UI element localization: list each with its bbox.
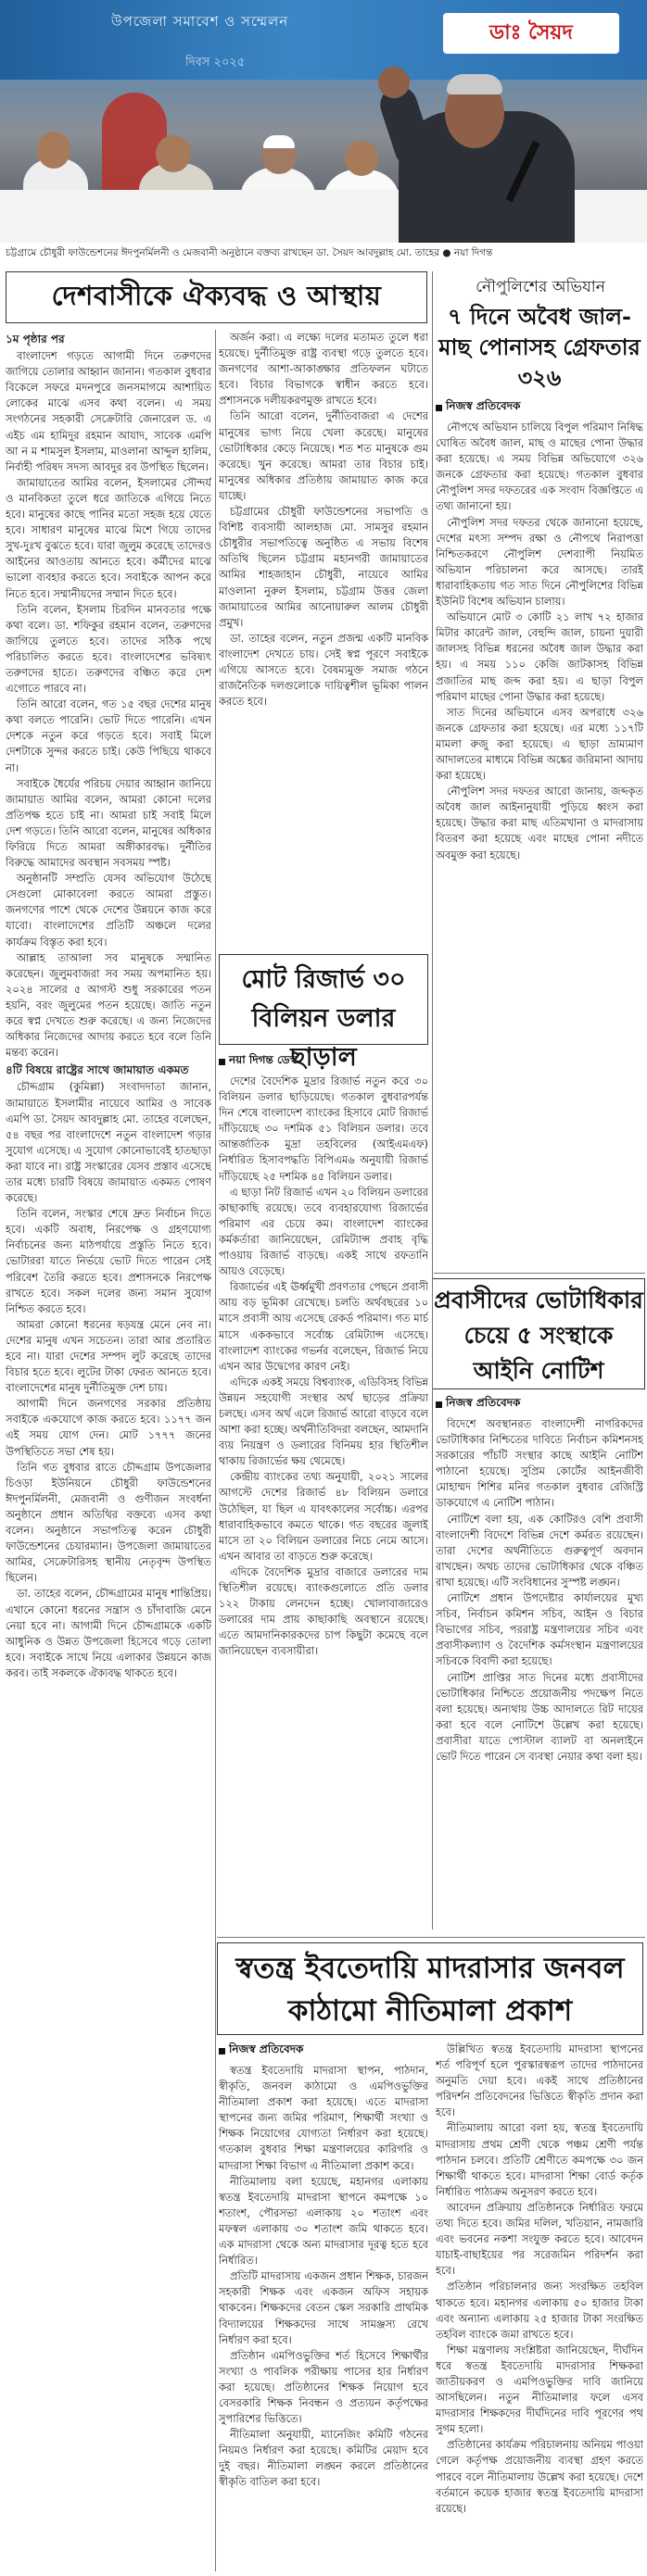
speaker-hand	[378, 67, 410, 98]
madrasa-column-a	[219, 2042, 428, 2571]
photo-caption: চট্টগ্রামে চৌধুরী ফাউন্ডেশনের ঈদপুনর্মিলনী ও মেজবানী অনুষ্ঠানে বক্তব্য রাখছেন ডা. সৈয়দ আবদুল্লাহ মো. তাহের ● নয়া দিগন্ত	[6, 247, 493, 258]
subhead: ৪টি বিষয়ে রাষ্ট্রের সাথে জামায়াত একমত	[6, 1063, 189, 1077]
paragraph: এদিকে একই সময়ে বিশ্বব্যাংক, এডিবিসহ বিভিন্ন উন্নয়ন সহযোগী সংস্থার অর্থ ছাড়ের প্রক্রিয়া চলছে। এসব অর্থ এলে রিজার্ভ আরো বাড়বে বলে আশা করা হচ্ছে। অর্থনীতিবিদরা বলছেন, আমদানি ব্যয় নিয়ন্ত্রণ ও ডলারের বিনিময় হার স্থিতিশীল থাকায় রিজার্ভের ক্ষয় থেমেছে।	[219, 1375, 428, 1468]
paragraph: নীতিমালা অনুযায়ী, ম্যানেজিং কমিটি গঠনের নিয়মও নির্ধারণ করা হয়েছে। কমিটির মেয়াদ হবে দুই বছর। নীতিমালা লঙ্ঘন করলে প্রতিষ্ঠানের স্বীকৃতি বাতিল করা হবে।	[219, 2428, 428, 2489]
voting-body	[436, 1416, 643, 1765]
paragraph: প্রতিটি মাদরাসায় একজন প্রধান শিক্ষক, চারজন সহকারী শিক্ষক এবং একজন অফিস সহায়ক থাকবেন। শিক্ষকদের বেতন স্কেল সরকারি প্রাথমিক বিদ্যালয়ের শিক্ষকদের সাথে সামঞ্জস্য রেখে নির্ধারণ করা হবে।	[219, 2269, 428, 2346]
police-body	[436, 420, 643, 863]
paragraph: ডা. তাহের বলেন, চৌদ্দগ্রামের মানুষ শান্তিপ্রিয়। এখানে কোনো ধরনের সন্ত্রাস ও চাঁদাবাজি মেনে নেয়া হবে না। আগামী দিনে চৌদ্দগ্রামকে একটি আধুনিক ও উন্নত উপজেলা হিসেবে গড়ে তোলা হবে। সবাইকে সাথে নিয়ে এলাকার উন্নয়নে কাজ করব। তাই সকলকে ঐক্যবদ্ধ থাকতে হবে।	[6, 1587, 211, 1679]
paragraph: তিনি গত বুধবার রাতে চৌদ্দগ্রাম উপজেলার চিওড়া ইউনিয়নে চৌধুরী ফাউন্ডেশনের ঈদপুনর্মিলনী, মেজবানী ও গুণীজন সংবর্ধনা অনুষ্ঠানে প্রধান অতিথির বক্তব্যে এসব কথা বলেন। অনুষ্ঠানে সভাপতিত্ব করেন চৌধুরী ফাউন্ডেশনের চেয়ারম্যান। উপজেলা জামায়াতের আমির, সেক্রেটারিসহ স্থানীয় নেতৃবৃন্দ উপস্থিত ছিলেন।	[6, 1460, 211, 1585]
police-kicker: নৌপুলিশের অভিযান	[476, 278, 605, 296]
banner-subtext: দিবস ২০২৫	[185, 56, 246, 69]
unity-body-2	[219, 330, 428, 710]
paragraph: প্রতিষ্ঠান পরিচালনার জন্য সংরক্ষিত তহবিল থাকতে হবে। মহানগর এলাকায় ৫০ হাজার টাকা এবং অন্যান্য এলাকায় ২৫ হাজার টাকা সংরক্ষিত তহবিল ব্যাংকে জমা রাখতে হবে।	[436, 2280, 643, 2341]
column-rule	[432, 271, 433, 1929]
paragraph: চট্টগ্রামের চৌধুরী ফাউন্ডেশনের সভাপতি ও বিশিষ্ট ব্যবসায়ী আলহাজ মো. সামসুর রহমান চৌধুরীর সভাপতিত্বে অনুষ্ঠিত এ সভায় বিশেষ অতিথি ছিলেন চট্টগ্রাম মহানগরী জামায়াতের আমির শাহজাহান চৌধুরী, নায়েবে আমির মাওলানা নুরুল ইসলাম, চট্টগ্রাম উত্তর জেলা জামায়াতের আমির আনোয়ারুল আলম চৌধুরী প্রমুখ।	[219, 505, 428, 629]
paragraph: সবাইকে ধৈর্যের পরিচয় দেয়ার আহ্বান জানিয়ে জামায়াত আমির বলেন, আমরা কোনো দলের প্রতিপক্ষ হতে চাই না। আমরা চাই সবাই মিলে দেশ গড়তে। তিনি আরো বলেন, মানুষের অধিকার ফিরিয়ে দিতে আমরা অঙ্গীকারবদ্ধ। দুর্নীতির বিরুদ্ধে আমাদের অবস্থান সবসময় স্পষ্ট।	[6, 776, 211, 870]
paragraph: শিক্ষা মন্ত্রণালয় সংশ্লিষ্টরা জানিয়েছেন, দীর্ঘদিন ধরে স্বতন্ত্র ইবতেদায়ি মাদরাসার শিক্ষকরা জাতীয়করণ ও এমপিওভুক্তির দাবি জানিয়ে আসছিলেন। নতুন নীতিমালার ফলে এসব মাদরাসার শিক্ষকদের দীর্ঘদিনের দাবি পূরণের পথ সুগম হলো।	[436, 2343, 643, 2436]
banner-text: উপজেলা সমাবেশ ও সম্মেলন	[111, 13, 289, 30]
paragraph: বিদেশে অবস্থানরত বাংলাদেশী নাগরিকদের ভোটাধিকার নিশ্চিতের দাবিতে নির্বাচন কমিশনসহ সরকারের পাঁচটি সংস্থার কাছে আইনি নোটিশ পাঠানো হয়েছে। সুপ্রিম কোর্টের আইনজীবী মোহাম্মদ শিশির মনির গতকাল বুধবার রেজিস্ট্রি ডাকযোগে এ নোটিশ পাঠান।	[436, 1417, 643, 1510]
paragraph: জামায়াতের আমির বলেন, ইসলামের সৌন্দর্য ও মানবিকতা তুলে ধরে জাতিকে এগিয়ে নিতে হবে। মানুষের কাছে পানির মতো সহজ হয়ে যেতে হবে। সাধারণ মানুষের মাঝে মিশে গিয়ে তাদের সুখ-দুঃখ বুঝতে হবে। যারা জুলুম করেছে তাদেরও আইনের আওতায় আনতে হবে। কর্মীদের মাঝে ভালো ব্যবহার করতে হবে। সবাইকে আপন করে নিতে হবে। সম্মানীয়দের সম্মান দিতে হবে।	[6, 475, 211, 600]
paragraph: তিনি আরো বলেন, গত ১৫ বছর দেশের মানুষ কথা বলতে পারেনি। ভোট দিতে পারেনি। এখন দেশকে নতুন করে গড়তে হবে। সবাই মিলে দেশটাকে সুন্দর করতে চাই। কেউ পিছিয়ে থাকবে না।	[6, 697, 211, 774]
paragraph: অনুষ্ঠানটি সম্প্রতি যেসব অভিযোগ উঠেছে সেগুলো মোকাবেলা করতে আমরা প্রস্তুত। জনগণের পাশে থেকে দেশের উন্নয়নে কাজ করে যাবো। বাংলাদেশের প্রতিটি অঞ্চলে দলের কার্যক্রম বিস্তৃত করা হবে।	[6, 872, 211, 949]
byline-square-icon	[219, 2048, 225, 2055]
reserve-byline: নয়া দিগন্ত ডেস্ক	[219, 1052, 428, 1071]
paragraph: অভিযানে মোট ৩ কোটি ২১ লাখ ৭২ হাজার মিটার কারেন্ট জাল, বেহুন্দি জাল, চায়না দুয়ারী জালসহ বিভিন্ন ধরনের অবৈধ জাল উদ্ধার করা হয়। এ সময় ১১০ কেজি জাটকাসহ বিভিন্ন প্রজাতির মাছ জব্দ করা হয়। এ ছাড়া বিপুল পরিমাণ মাছের পোনা উদ্ধার করা হয়েছে।	[436, 610, 643, 703]
event-photo	[0, 0, 647, 243]
byline-square-icon	[219, 1059, 225, 1065]
guest-head	[345, 141, 378, 176]
paragraph: উল্লিখিত স্বতন্ত্র ইবতেদায়ি মাদরাসা স্থাপনের শর্ত পরিপূর্ণ হলে পুরস্কারস্বরূপ তাদের পাঠদানের অনুমতি দেয়া হবে। একই সাথে প্রতিষ্ঠানের পরিদর্শন প্রতিবেদনের ভিত্তিতে স্বীকৃতি প্রদান করা হবে।	[436, 2042, 643, 2119]
banner-name: ডাঃ সৈয়দ	[489, 19, 573, 44]
headline-voting[interactable]: প্রবাসীদের ভোটাধিকার চেয়ে ৫ সংস্থাকে আইনি নোটিশ	[432, 1278, 645, 1389]
paragraph: নীতিমালায় আরো বলা হয়, স্বতন্ত্র ইবতেদায়ি মাদরাসায় প্রথম শ্রেণী থেকে পঞ্চম শ্রেণী পর্যন্ত পাঠদান চলবে। প্রতিটি শ্রেণীতে কমপক্ষে ৩০ জন শিক্ষার্থী থাকতে হবে। মাদরাসা শিক্ষা বোর্ড কর্তৃক নির্ধারিত পাঠ্যক্রম অনুসরণ করতে হবে।	[436, 2121, 643, 2198]
paragraph: বাংলাদেশ গড়তে আগামী দিনে তরুণদের জাগিয়ে তোলার আহ্বান জানান। গতকাল বুধবার বিকেলে সফরে মদনপুরে জনসমাগমে আশায়িত লোকের মাঝে এসব কথা বলেন। এ সময় সংগঠনের সহকারী সেক্রেটারি জেনারেল ড. এ এইচ এম হামিদুর রহমান আযাদ, সাবেক এমপি আ ন ম শামসুল ইসলাম, মাওলানা আব্দুল হালিম, নির্বাহী পরিষদ সদস্য আবদুর রব উপস্থিত ছিলেন।	[6, 349, 211, 473]
paragraph: এদিকে বৈদেশিক মুদ্রার বাজারে ডলারের দাম স্থিতিশীল রয়েছে। ব্যাংকগুলোতে প্রতি ডলার ১২২ টাকায় লেনদেন হচ্ছে। খোলাবাজারেও ডলারের দাম প্রায় কাছাকাছি অবস্থানে রয়েছে। এতে আমদানিকারকদের চাপ কিছুটা কমেছে বলে জানিয়েছেন ব্যবসায়ীরা।	[219, 1564, 428, 1658]
paragraph: নোটিশে প্রধান উপদেষ্টার কার্যালয়ের মুখ্য সচিব, নির্বাচন কমিশন সচিব, আইন ও বিচার বিভাগের সচিব, পররাষ্ট্র মন্ত্রণালয়ের সচিব এবং প্রবাসীকল্যাণ ও বৈদেশিক কর্মসংস্থান মন্ত্রণালয়ের সচিবকে বিবাদী করা হয়েছে।	[436, 1591, 643, 1668]
byline-square-icon	[436, 1401, 442, 1408]
byline-square-icon	[436, 405, 442, 411]
police-byline: নিজস্ব প্রতিবেদক	[436, 398, 643, 417]
reserve-body	[219, 1074, 428, 1659]
paragraph: নীতিমালায় বলা হয়েছে, মহানগর এলাকায় স্বতন্ত্র ইবতেদায়ি মাদরাসা স্থাপনে কমপক্ষে ১০ শতাংশ, পৌরসভা এলাকায় ২০ শতাংশ এবং মফস্বল এলাকায় ৩০ শতাংশ জমি থাকতে হবে। এক মাদরাসা থেকে অন্য মাদরাসার দূরত্ব হতে হবে নির্ধারিত।	[219, 2174, 428, 2268]
unity-column-2	[219, 330, 428, 949]
paragraph: প্রতিষ্ঠান এমপিওভুক্তির শর্ত হিসেবে শিক্ষার্থীর সংখ্যা ও পাবলিক পরীক্ষায় পাসের হার নির্ধারণ করা হয়েছে। প্রতিষ্ঠানের শিক্ষক নিয়োগ হবে বেসরকারি শিক্ষক নিবন্ধন ও প্রত্যয়ন কর্তৃপক্ষের সুপারিশের ভিত্তিতে।	[219, 2348, 428, 2426]
paragraph: তিনি আরো বলেন, দুর্নীতিবাজরা এ দেশের মানুষের ভাগ্য নিয়ে খেলা করেছে। মানুষের ভোটাধিকার কেড়ে নিয়েছে। শত শত মানুষকে গুম করেছে। খুন করেছে। আমরা তার বিচার চাই। মানুষের অধিকার প্রতিষ্ঠায় জামায়াত কাজ করে যাচ্ছে।	[219, 409, 428, 502]
paragraph: ডা. তাহের বলেন, নতুন প্রজন্ম একটি মানবিক বাংলাদেশ দেখতে চায়। সেই স্বপ্ন পূরণে সবাইকে এগিয়ে আসতে হবে। বৈষম্যমুক্ত সমাজ গঠনে রাজনৈতিক দলগুলোকে দায়িত্বশীল ভূমিকা পালন করতে হবে।	[219, 631, 428, 709]
headline-reserve[interactable]: মোট রিজার্ভ ৩০ বিলিয়ন ডলার ছাড়াল	[219, 954, 428, 1045]
headline-unity[interactable]: দেশবাসীকে ঐক্যবদ্ধ ও আস্থায়	[6, 271, 427, 323]
madrasa-body-a	[219, 2063, 428, 2491]
unity-column-1	[6, 330, 211, 2571]
paragraph: চৌদ্দগ্রাম (কুমিল্লা) সংবাদদাতা জানান, জামায়াতে ইসলামীর নায়েবে আমির ও সাবেক এমপি ডা. সৈয়দ আবদুল্লাহ মো. তাহের বলেছেন, ৫৪ বছর পর বাংলাদেশে নতুন বাংলাদেশ গড়ার সুযোগ এসেছে। এ সুযোগ কোনোভাবেই হাতছাড়া করা যাবে না। রাষ্ট্র সংস্কারের যেসব প্রস্তাব এসেছে তার মধ্যে চারটি বিষয়ে জামায়াত একমত পোষণ করেছে।	[6, 1080, 211, 1205]
paragraph: সাত দিনের অভিযানে এসব অপরাধে ৩২৬ জনকে গ্রেফতার করা হয়েছে। এর মধ্যে ১১৭টি মামলা রুজু করা হয়েছে। এ ছাড়া ভ্রাম্যমাণ আদালতের মাধ্যমে বিভিন্ন অঙ্কের জরিমানা আদায় করা হয়েছে।	[436, 705, 643, 783]
paragraph: আবেদন প্রক্রিয়ায় প্রতিষ্ঠানকে নির্ধারিত ফরমে তথ্য দিতে হবে। জমির দলিল, খতিয়ান, নামজারি এবং ভবনের নকশা সংযুক্ত করতে হবে। আবেদন যাচাই-বাছাইয়ের পর সরেজমিন পরিদর্শন করা হবে।	[436, 2200, 643, 2278]
guest-head	[156, 135, 191, 172]
banner-name-panel	[443, 13, 619, 54]
paragraph: স্বতন্ত্র ইবতেদায়ি মাদরাসা স্থাপন, পাঠদান, স্বীকৃতি, জনবল কাঠামো ও এমপিওভুক্তির নীতিমালা প্রকাশ করা হয়েছে। এতে মাদরাসা স্থাপনের জন্য জমির পরিমাণ, শিক্ষার্থী সংখ্যা ও শিক্ষক নিয়োগের যোগ্যতা নির্ধারণ করা হয়েছে। গতকাল বুধবার শিক্ষা মন্ত্রণালয়ের কারিগরি ও মাদরাসা শিক্ষা বিভাগ এ নীতিমালা প্রকাশ করে।	[219, 2064, 428, 2172]
paragraph: দেশের বৈদেশিক মুদ্রার রিজার্ভ নতুন করে ৩০ বিলিয়ন ডলার ছাড়িয়েছে। গতকাল বুধবারপর্যন্ত দিন শেষে বাংলাদেশ ব্যাংকের হিসাবে মোট রিজার্ভ দাঁড়িয়েছে ৩০ দশমিক ৫১ বিলিয়ন ডলার। তবে আন্তর্জাতিক মুদ্রা তহবিলের (আইএমএফ) নির্ধারিত হিসাবপদ্ধতি বিপিএম৬ অনুযায়ী রিজার্ভ দাঁড়িয়েছে ২৫ দশমিক ৪৫ বিলিয়ন ডলার।	[219, 1074, 428, 1183]
paragraph: এ ছাড়া নিট রিজার্ভ এখন ২০ বিলিয়ন ডলারের কাছাকাছি রয়েছে। তবে ব্যবহারযোগ্য রিজার্ভের পরিমাণ এর চেয়ে কম। বাংলাদেশ ব্যাংকের কর্মকর্তারা জানিয়েছেন, রেমিট্যান্স প্রবাহ বৃদ্ধি পাওয়ায় রিজার্ভ বাড়ছে। একই সাথে রফতানি আয়ও বেড়েছে।	[219, 1185, 428, 1278]
speaker-hair	[447, 74, 502, 94]
paragraph: আমরা কোনো ধরনের ষড়যন্ত্র মেনে নেব না। দেশের মানুষ এখন সচেতন। তারা আর প্রতারিত হবে না। যারা দেশের সম্পদ লুট করেছে তাদের বিচার হতে হবে। লুটের টাকা ফেরত আনতে হবে। বাংলাদেশের মানুষ দুর্নীতিমুক্ত দেশ চায়।	[6, 1317, 211, 1395]
police-article	[436, 398, 643, 1269]
headline-madrasa[interactable]: স্বতন্ত্র ইবতেদায়ি মাদরাসার জনবল কাঠামো নীতিমালা প্রকাশ	[217, 1942, 643, 2035]
paragraph: প্রতিষ্ঠানের কার্যক্রম পরিচালনায় অনিয়ম পাওয়া গেলে কর্তৃপক্ষ প্রয়োজনীয় ব্যবস্থা গ্রহণ করতে পারবে বলে নীতিমালায় উল্লেখ করা হয়েছে। দেশে বর্তমানে কয়েক হাজার স্বতন্ত্র ইবতেদায়ি মাদরাসা রয়েছে।	[436, 2438, 643, 2515]
paragraph: নোটিশ প্রাপ্তির সাত দিনের মধ্যে প্রবাসীদের ভোটাধিকার নিশ্চিতে প্রয়োজনীয় পদক্ষেপ নিতে বলা হয়েছে। অন্যথায় উচ্চ আদালতে রিট দায়ের করা হবে বলে নোটিশে উল্লেখ করা হয়েছে। প্রবাসীরা যাতে পোস্টাল ব্যালট বা অনলাইনে ভোট দিতে পারেন সে ব্যবস্থা নেয়ার কথা বলা হয়।	[436, 1670, 643, 1763]
madrasa-column-b	[436, 2042, 643, 2571]
section-rule	[217, 1937, 645, 1938]
reserve-article	[219, 1052, 428, 1932]
section-rule	[434, 1273, 645, 1274]
continued-label: ১ম পৃষ্ঠার পর	[6, 333, 65, 346]
headline-police[interactable]: ৭ দিনে অবৈধ জাল-মাছ পোনাসহ গ্রেফতার ৩২৬	[438, 303, 641, 391]
paragraph: রিজার্ভের এই ঊর্ধ্বমুখী প্রবণতার পেছনে প্রবাসী আয় বড় ভূমিকা রেখেছে। চলতি অর্থবছরের ১০ মাসে প্রবাসী আয় এসেছে রেকর্ড পরিমাণ। গত মার্চ মাসে এককভাবে সর্বোচ্চ রেমিট্যান্স এসেছে। বাংলাদেশ ব্যাংকের গভর্নর বলেছেন, রিজার্ভ নিয়ে এখন আর উদ্বেগের কারণ নেই।	[219, 1280, 428, 1373]
paragraph: নৌপুলিশ সদর দফতর থেকে জানানো হয়েছে, দেশের মৎস্য সম্পদ রক্ষা ও নৌপথে নিরাপত্তা নিশ্চিতকরণে নৌপুলিশ দেশব্যাপী নিয়মিত অভিযান পরিচালনা করে আসছে। তারই ধারাবাহিকতায় গত সাত দিনে নৌপুলিশের বিভিন্ন ইউনিট বিশেষ অভিযান চালায়।	[436, 515, 643, 609]
paragraph: কেন্দ্রীয় ব্যাংকের তথ্য অনুযায়ী, ২০২১ সালের আগস্টে দেশের রিজার্ভ ৪৮ বিলিয়ন ডলারে উঠেছিল, যা ছিল এ যাবৎকালের সর্বোচ্চ। এরপর ধারাবাহিকভাবে কমতে থাকে। গত বছরের জুলাই মাসে তা ২০ বিলিয়ন ডলারের নিচে নেমে আসে। এখন আবার তা বাড়তে শুরু করেছে।	[219, 1470, 428, 1563]
unity-body-1	[6, 332, 211, 1681]
column-rule	[215, 330, 216, 2571]
paragraph: আল্লাহ তাআলা সব মানুষকে সম্মানিত করেছেন। জুলুমবাজরা সব সময় অপমানিত হয়। ২০২৪ সালের ৫ আগস্ট শুধু সরকারের পতন হয়নি, বরং জুলুমের পতন হয়েছে। জাতি নতুন করে স্বপ্ন দেখতে শুরু করেছে। এ জন্য নিজেদের অধিকার নিজেদের আদায় করতে হবে বলে তিনি মন্তব্য করেন।	[6, 950, 211, 1060]
voting-article	[436, 1395, 643, 1934]
guest-head	[37, 132, 70, 169]
paragraph: নৌপথে অভিযান চালিয়ে বিপুল পরিমাণ নিষিদ্ধ ঘোষিত অবৈধ জাল, মাছ ও মাছের পোনা উদ্ধার করা হয়েছে। এ সময় বিভিন্ন অভিযোগে ৩২৬ জনকে গ্রেফতার করা হয়েছে। গতকাল বুধবার নৌপুলিশ সদর দফতরের এক সংবাদ বিজ্ঞপ্তিতে এ তথ্য জানানো হয়।	[436, 421, 643, 513]
paragraph: নোটিশে বলা হয়, এক কোটিরও বেশি প্রবাসী বাংলাদেশী বিদেশে বিভিন্ন দেশে কর্মরত রয়েছেন। তারা দেশের অর্থনীতিতে গুরুত্বপূর্ণ অবদান রাখছেন। অথচ তাদের ভোটাধিকার থেকে বঞ্চিত রাখা হয়েছে। এটি সংবিধানের সুস্পষ্ট লঙ্ঘন।	[436, 1512, 643, 1589]
paragraph: তিনি বলেন, ইসলাম চিরদিন মানবতার পক্ষে কথা বলে। ডা. শফিকুর রহমান বলেন, তরুণদের জাগিয়ে তুলতে হবে। তাদের সঠিক পথে পরিচালিত করতে হবে। বাংলাদেশের ভবিষ্যৎ তরুণদের হাতে। তরুণদের বঞ্চিত করে দেশ এগোতে পারবে না।	[6, 602, 211, 696]
paragraph: নৌপুলিশ সদর দফতর আরো জানায়, জব্দকৃত অবৈধ জাল আইনানুযায়ী পুড়িয়ে ধ্বংস করা হয়েছে। উদ্ধার করা মাছ এতিমখানা ও মাদরাসায় বিতরণ করা হয়েছে এবং মাছের পোনা নদীতে অবমুক্ত করা হয়েছে।	[436, 785, 643, 861]
voting-byline: নিজস্ব প্রতিবেদক	[436, 1395, 643, 1414]
paragraph: তিনি বলেন, সংস্কার শেষে দ্রুত নির্বাচন দিতে হবে। একটি অবাধ, নিরপেক্ষ ও গ্রহণযোগ্য নির্বাচনের জন্য মাঠপর্যায়ে প্রস্তুতি নিতে হবে। ভোটাররা যাতে নির্ভয়ে ভোট দিতে পারেন সেই পরিবেশ তৈরি করতে হবে। প্রশাসনকে নিরপেক্ষ রাখতে হবে। সকল দলের জন্য সমান সুযোগ নিশ্চিত করতে হবে।	[6, 1207, 211, 1315]
paragraph: অর্জন করা। এ লক্ষ্যে দলের মতামত তুলে ধরা হয়েছে। দুর্নীতিমুক্ত রাষ্ট্র ব্যবস্থা গড়ে তুলতে হবে। জনগণের আশা-আকাঙ্ক্ষার প্রতিফলন ঘটাতে হবে। বিচার বিভাগকে স্বাধীন করতে হবে। প্রশাসনকে দলীয়করণমুক্ত রাখতে হবে।	[219, 331, 428, 408]
stage-banner	[0, 0, 647, 80]
paragraph: আগামী দিনে জনগণের সরকার প্রতিষ্ঠায় সবাইকে একযোগে কাজ করতে হবে। ১১৭৭ জন এই সময় যোগ দেন। মোট ১৭৭৭ জনের উপস্থিতিতে সভা শেষ হয়।	[6, 1397, 211, 1458]
guest-cap	[263, 135, 295, 148]
madrasa-byline: নিজস্ব প্রতিবেদক	[219, 2042, 428, 2060]
madrasa-body-b	[436, 2042, 643, 2517]
